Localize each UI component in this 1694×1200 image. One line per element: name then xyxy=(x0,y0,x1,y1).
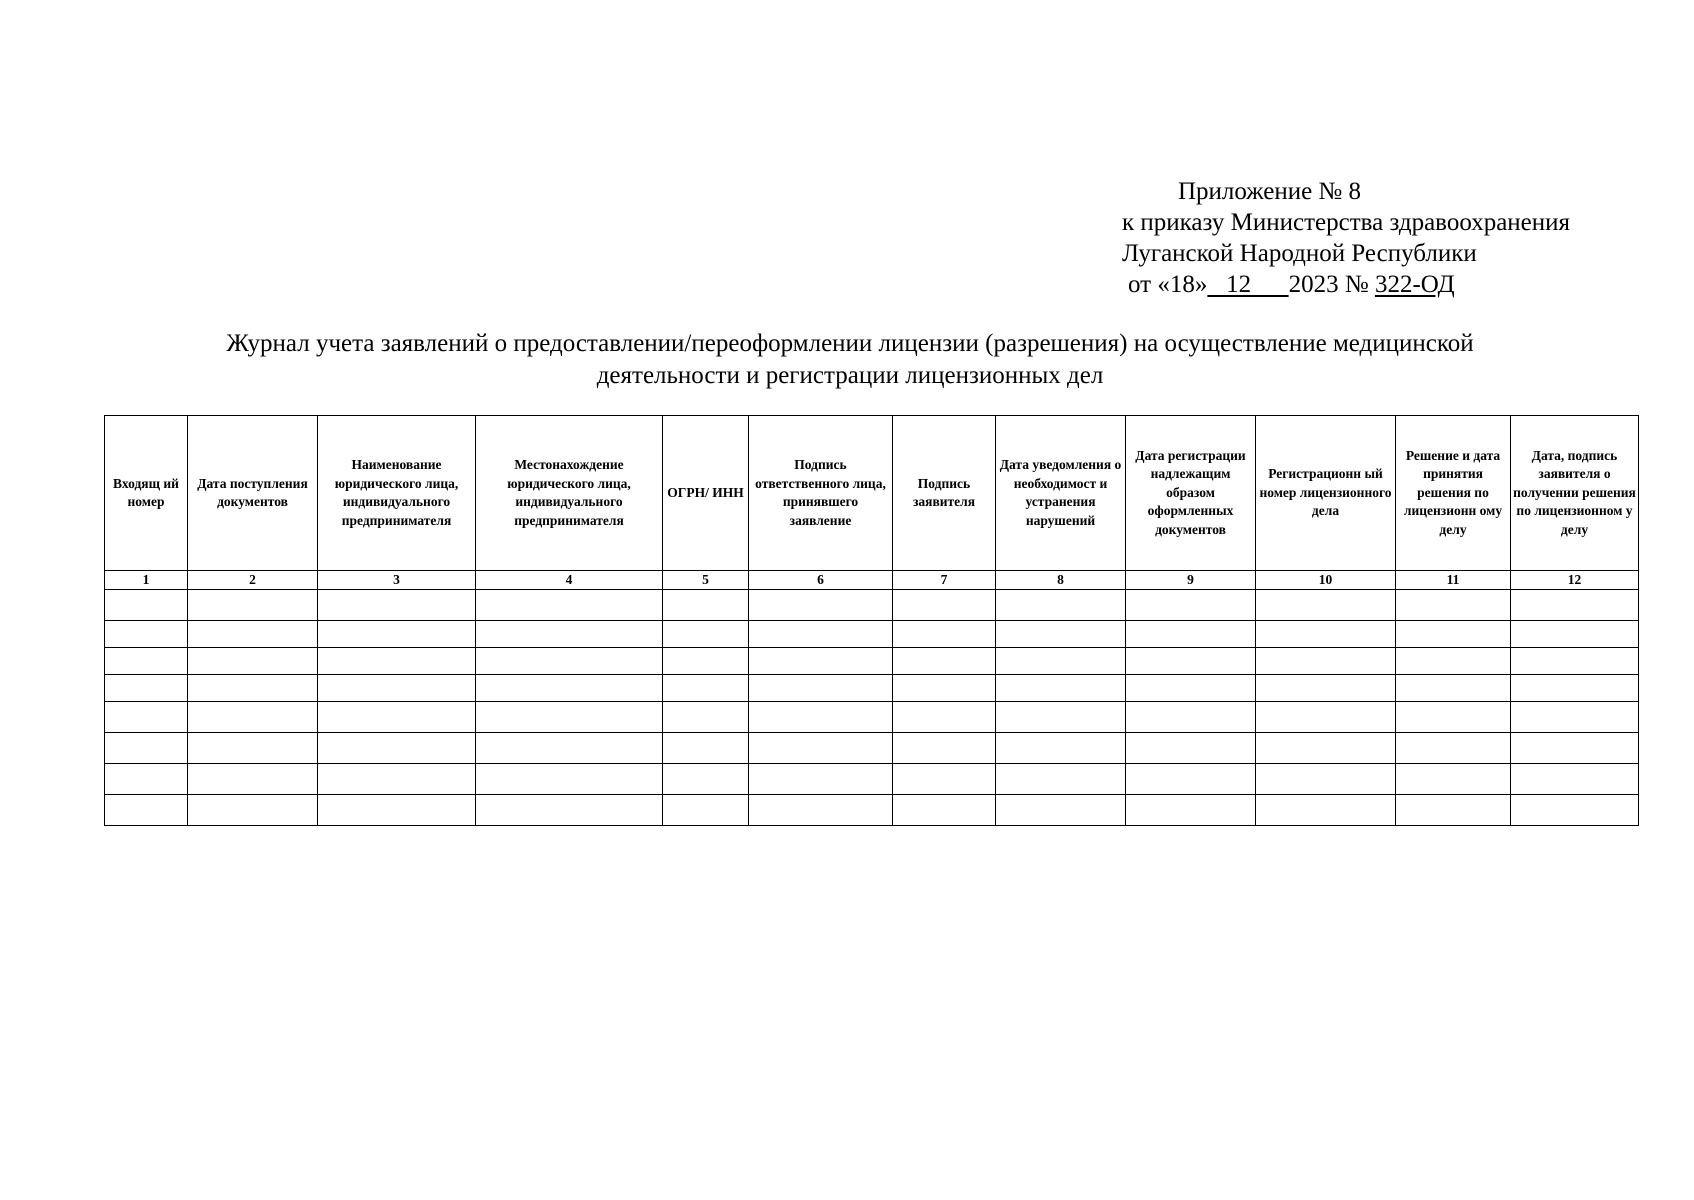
empty-rows xyxy=(105,590,1639,826)
table-cell xyxy=(105,795,188,826)
column-header: Дата, подпись заявителя о получении решения по лицензионном у делу xyxy=(1511,416,1639,571)
table-cell xyxy=(893,675,996,702)
column-header: Дата поступления документов xyxy=(188,416,318,571)
table-cell xyxy=(893,590,996,621)
table-cell xyxy=(1126,795,1256,826)
table-cell xyxy=(996,675,1126,702)
column-header: Наименование юридического лица, индивидуального предпринимателя xyxy=(318,416,476,571)
table-cell xyxy=(188,648,318,675)
table-cell xyxy=(1256,795,1396,826)
column-header: Подпись ответственного лица, принявшего заявление xyxy=(749,416,893,571)
table-cell xyxy=(476,764,663,795)
appendix-number: Приложение № 8 xyxy=(1178,178,1362,205)
table-cell xyxy=(663,621,749,648)
table-cell xyxy=(749,590,893,621)
table-cell xyxy=(1126,675,1256,702)
table-cell xyxy=(188,702,318,733)
table-cell xyxy=(663,733,749,764)
column-header: Регистрационн ый номер лицензионного дела xyxy=(1256,416,1396,571)
table-cell xyxy=(663,590,749,621)
table-cell xyxy=(893,764,996,795)
table-cell xyxy=(105,764,188,795)
column-number: 2 xyxy=(188,571,318,590)
journal-title-line1: Журнал учета заявлений о предоставлении/переоформлении лицензии (разрешения) на осуществление медицинской xyxy=(226,330,1474,357)
table-cell xyxy=(893,795,996,826)
table-cell xyxy=(893,648,996,675)
table-cell xyxy=(996,702,1126,733)
table-cell xyxy=(749,795,893,826)
column-number-row xyxy=(105,571,1639,590)
column-number: 12 xyxy=(1511,571,1639,590)
table-cell xyxy=(749,733,893,764)
appendix-republic: Луганской Народной Республики xyxy=(1122,240,1477,267)
table-cell xyxy=(1396,764,1511,795)
column-number: 7 xyxy=(893,571,996,590)
table-cell xyxy=(318,702,476,733)
table-cell xyxy=(749,702,893,733)
table-cell xyxy=(1256,733,1396,764)
table-cell xyxy=(1126,621,1256,648)
table-cell xyxy=(318,733,476,764)
table-cell xyxy=(188,795,318,826)
table-cell xyxy=(996,648,1126,675)
table-cell xyxy=(663,764,749,795)
table-row xyxy=(105,733,1639,764)
table-row xyxy=(105,675,1639,702)
table-cell xyxy=(1396,621,1511,648)
table-cell xyxy=(318,795,476,826)
table-row xyxy=(105,702,1639,733)
column-header: Подпись заявителя xyxy=(893,416,996,571)
table-cell xyxy=(318,675,476,702)
table-cell xyxy=(188,764,318,795)
date-prefix: от «18» xyxy=(1128,271,1208,298)
table-cell xyxy=(1511,795,1639,826)
table-cell xyxy=(1396,590,1511,621)
table-row xyxy=(105,764,1639,795)
column-number: 11 xyxy=(1396,571,1511,590)
column-number: 6 xyxy=(749,571,893,590)
table-row xyxy=(105,795,1639,826)
journal-title-line2: деятельности и регистрации лицензионных дел xyxy=(596,362,1104,389)
table-cell xyxy=(105,675,188,702)
column-number: 10 xyxy=(1256,571,1396,590)
column-number: 8 xyxy=(996,571,1126,590)
table-cell xyxy=(318,764,476,795)
table-cell xyxy=(476,795,663,826)
table-cell xyxy=(1126,590,1256,621)
order-number: 322-ОД xyxy=(1374,271,1455,298)
date-month: 12 xyxy=(1207,271,1289,298)
table-cell xyxy=(749,764,893,795)
table-cell xyxy=(476,733,663,764)
table-cell xyxy=(1256,702,1396,733)
table-cell xyxy=(1256,621,1396,648)
table-cell xyxy=(996,733,1126,764)
table-cell xyxy=(188,675,318,702)
table-cell xyxy=(1396,648,1511,675)
table-cell xyxy=(188,733,318,764)
column-header: Дата уведомления о необходимост и устранения нарушений xyxy=(996,416,1126,571)
appendix-date-line xyxy=(1122,269,1570,300)
table-cell xyxy=(1256,648,1396,675)
table-row xyxy=(105,621,1639,648)
table-cell xyxy=(1126,733,1256,764)
table-cell xyxy=(1256,764,1396,795)
table-cell xyxy=(893,733,996,764)
table-cell xyxy=(476,648,663,675)
table-cell xyxy=(1511,702,1639,733)
table-row xyxy=(105,590,1639,621)
table-cell xyxy=(476,590,663,621)
column-number: 3 xyxy=(318,571,476,590)
column-number: 5 xyxy=(663,571,749,590)
table-cell xyxy=(1396,675,1511,702)
table-cell xyxy=(1511,621,1639,648)
table-cell xyxy=(996,590,1126,621)
table-cell xyxy=(476,621,663,648)
column-number: 9 xyxy=(1126,571,1256,590)
journal-title xyxy=(100,328,1600,392)
table-cell xyxy=(1396,702,1511,733)
table-cell xyxy=(1511,733,1639,764)
table-cell xyxy=(663,675,749,702)
table-cell xyxy=(476,702,663,733)
table-cell xyxy=(663,795,749,826)
table-cell xyxy=(105,733,188,764)
table-cell xyxy=(188,621,318,648)
table-cell xyxy=(1256,675,1396,702)
table-cell xyxy=(749,675,893,702)
table-cell xyxy=(105,648,188,675)
table-cell xyxy=(105,590,188,621)
table-cell xyxy=(1396,733,1511,764)
appendix-order-ref: к приказу Министерства здравоохранения xyxy=(1122,209,1571,236)
table-cell xyxy=(749,621,893,648)
column-number: 4 xyxy=(476,571,663,590)
column-header: Решение и дата принятия решения по лицензионн ому делу xyxy=(1396,416,1511,571)
table-cell xyxy=(893,702,996,733)
table-cell xyxy=(1511,675,1639,702)
column-number: 1 xyxy=(105,571,188,590)
table-cell xyxy=(996,621,1126,648)
appendix-header xyxy=(1122,176,1570,300)
table-cell xyxy=(318,621,476,648)
table-cell xyxy=(476,675,663,702)
journal-table xyxy=(104,415,1639,826)
table-cell xyxy=(996,764,1126,795)
column-header: ОГРН/ ИНН xyxy=(663,416,749,571)
table-cell xyxy=(1126,702,1256,733)
table-cell xyxy=(996,795,1126,826)
table-cell xyxy=(318,648,476,675)
table-cell xyxy=(1126,764,1256,795)
table-cell xyxy=(1511,590,1639,621)
table-cell xyxy=(105,702,188,733)
table-cell xyxy=(1396,795,1511,826)
table-cell xyxy=(1511,648,1639,675)
column-header: Местонахождение юридического лица, индивидуального предпринимателя xyxy=(476,416,663,571)
column-header: Входящ ий номер xyxy=(105,416,188,571)
table-cell xyxy=(1511,764,1639,795)
column-header: Дата регистрации надлежащим образом оформленных документов xyxy=(1126,416,1256,571)
table-cell xyxy=(663,648,749,675)
date-year: 2023 № xyxy=(1288,271,1375,298)
table-cell xyxy=(663,702,749,733)
table-cell xyxy=(105,621,188,648)
table-cell xyxy=(318,590,476,621)
table-cell xyxy=(893,621,996,648)
table-row xyxy=(105,648,1639,675)
table-cell xyxy=(1256,590,1396,621)
header-row xyxy=(105,416,1639,571)
table-cell xyxy=(1126,648,1256,675)
table-cell xyxy=(188,590,318,621)
table-cell xyxy=(749,648,893,675)
